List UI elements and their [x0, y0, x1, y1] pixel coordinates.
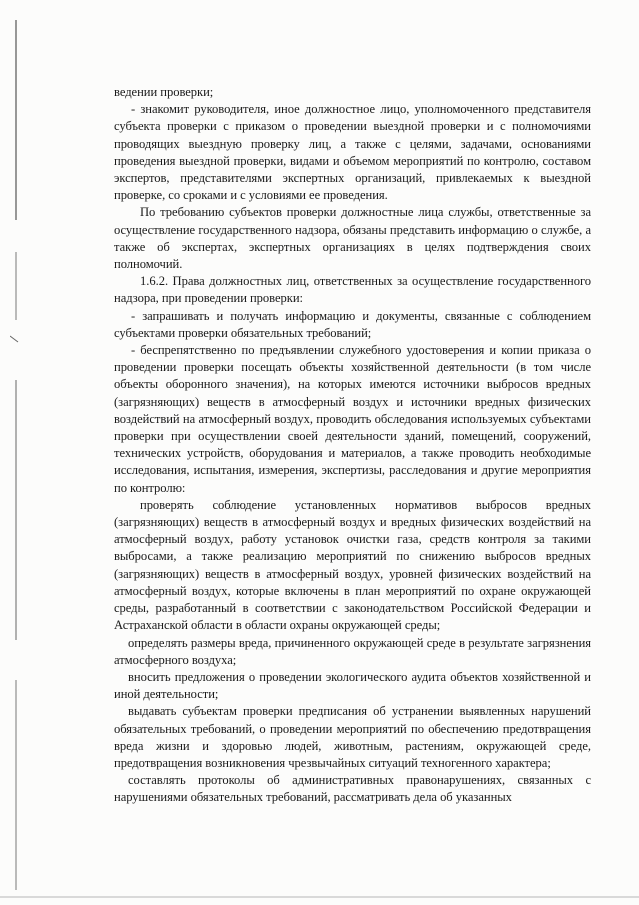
paragraph: проверять соблюдение установленных нормативов выбросов вредных (загрязняющих) веществ в атмосферный воздух и вредных физических воздействий на атмосферный воздух, работу установок очистки газа, средств контроля за такими выбросами, а также реализацию мероприятий по снижению выбросов вредных (загрязняющих) веществ в атмосферный воздух, уровней физических воздействий на атмосферный воздух, которые включены в план мероприятий по охране окружающей среды, разработанный в соответствии с законодательством Российской Федерации и Астраханской области в области охраны окружающей среды;	[114, 497, 591, 633]
paragraph: вносить предложения о проведении экологического аудита объектов хозяйственной и иной деятельности;	[114, 669, 591, 702]
scan-edge	[0, 896, 639, 898]
paragraph: определять размеры вреда, причиненного окружающей среде в результате загрязнения атмосферного воздуха;	[114, 635, 591, 667]
paragraph: ведении проверки;	[114, 85, 214, 99]
paragraph: 1.6.2. Права должностных лиц, ответственных за осуществление государственного надзора, при проведении проверки:	[114, 274, 591, 306]
paragraph: По требованию субъектов проверки должностные лица службы, ответственные за осуществление государственного надзора, обязаны представить информацию о службе, а также об экспертах, экспертных организациях в целях подтверждения своих полномочий.	[114, 205, 591, 272]
document-body	[114, 84, 591, 807]
paragraph: - знакомит руководителя, иное должностное лицо, уполномоченного представителя субъекта проверки с приказом о проведении выездной проверки и с полномочиями проводящих выездную проверку лиц, а также с целями, задачами, основаниями проведения выездной проверки, видами и объемом мероприятий по контролю, составом экспертов, представителями экспертных организаций, привлекаемых к выездной проверке, со сроками и с условиями ее проведения.	[114, 102, 591, 203]
paragraph: - беспрепятственно по предъявлении служебного удостоверения и копии приказа о проведении проверки посещать объекты хозяйственной деятельности (в том числе объекты оборонного значения), на которых имеются источники выбросов вредных (загрязняющих) веществ в атмосферный воздух и источники вредных физических воздействий на атмосферный воздух, проводить обследования используемых субъектами проверки при осуществлении своей деятельности зданий, помещений, сооружений, технических устройств, оборудования и материалов, а также проводить необходимые исследования, испытания, измерения, экспертизы, расследования и другие мероприятия по контролю:	[114, 343, 591, 495]
paragraph: выдавать субъектам проверки предписания об устранении выявленных нарушений обязательных требований, о проведении мероприятий по обеспечению предотвращения вреда жизни и здоровью людей, животным, растениям, окружающей среде, предотвращения возникновения чрезвычайных ситуаций техногенного характера;	[114, 704, 591, 770]
binding-marks	[10, 20, 24, 890]
paragraph: - запрашивать и получать информацию и документы, связанные с соблюдением субъектами проверки обязательных требований;	[114, 308, 591, 340]
paragraph: составлять протоколы об административных правонарушениях, связанных с нарушениями обязательных требований, рассматривать дела об указанных	[114, 773, 591, 805]
